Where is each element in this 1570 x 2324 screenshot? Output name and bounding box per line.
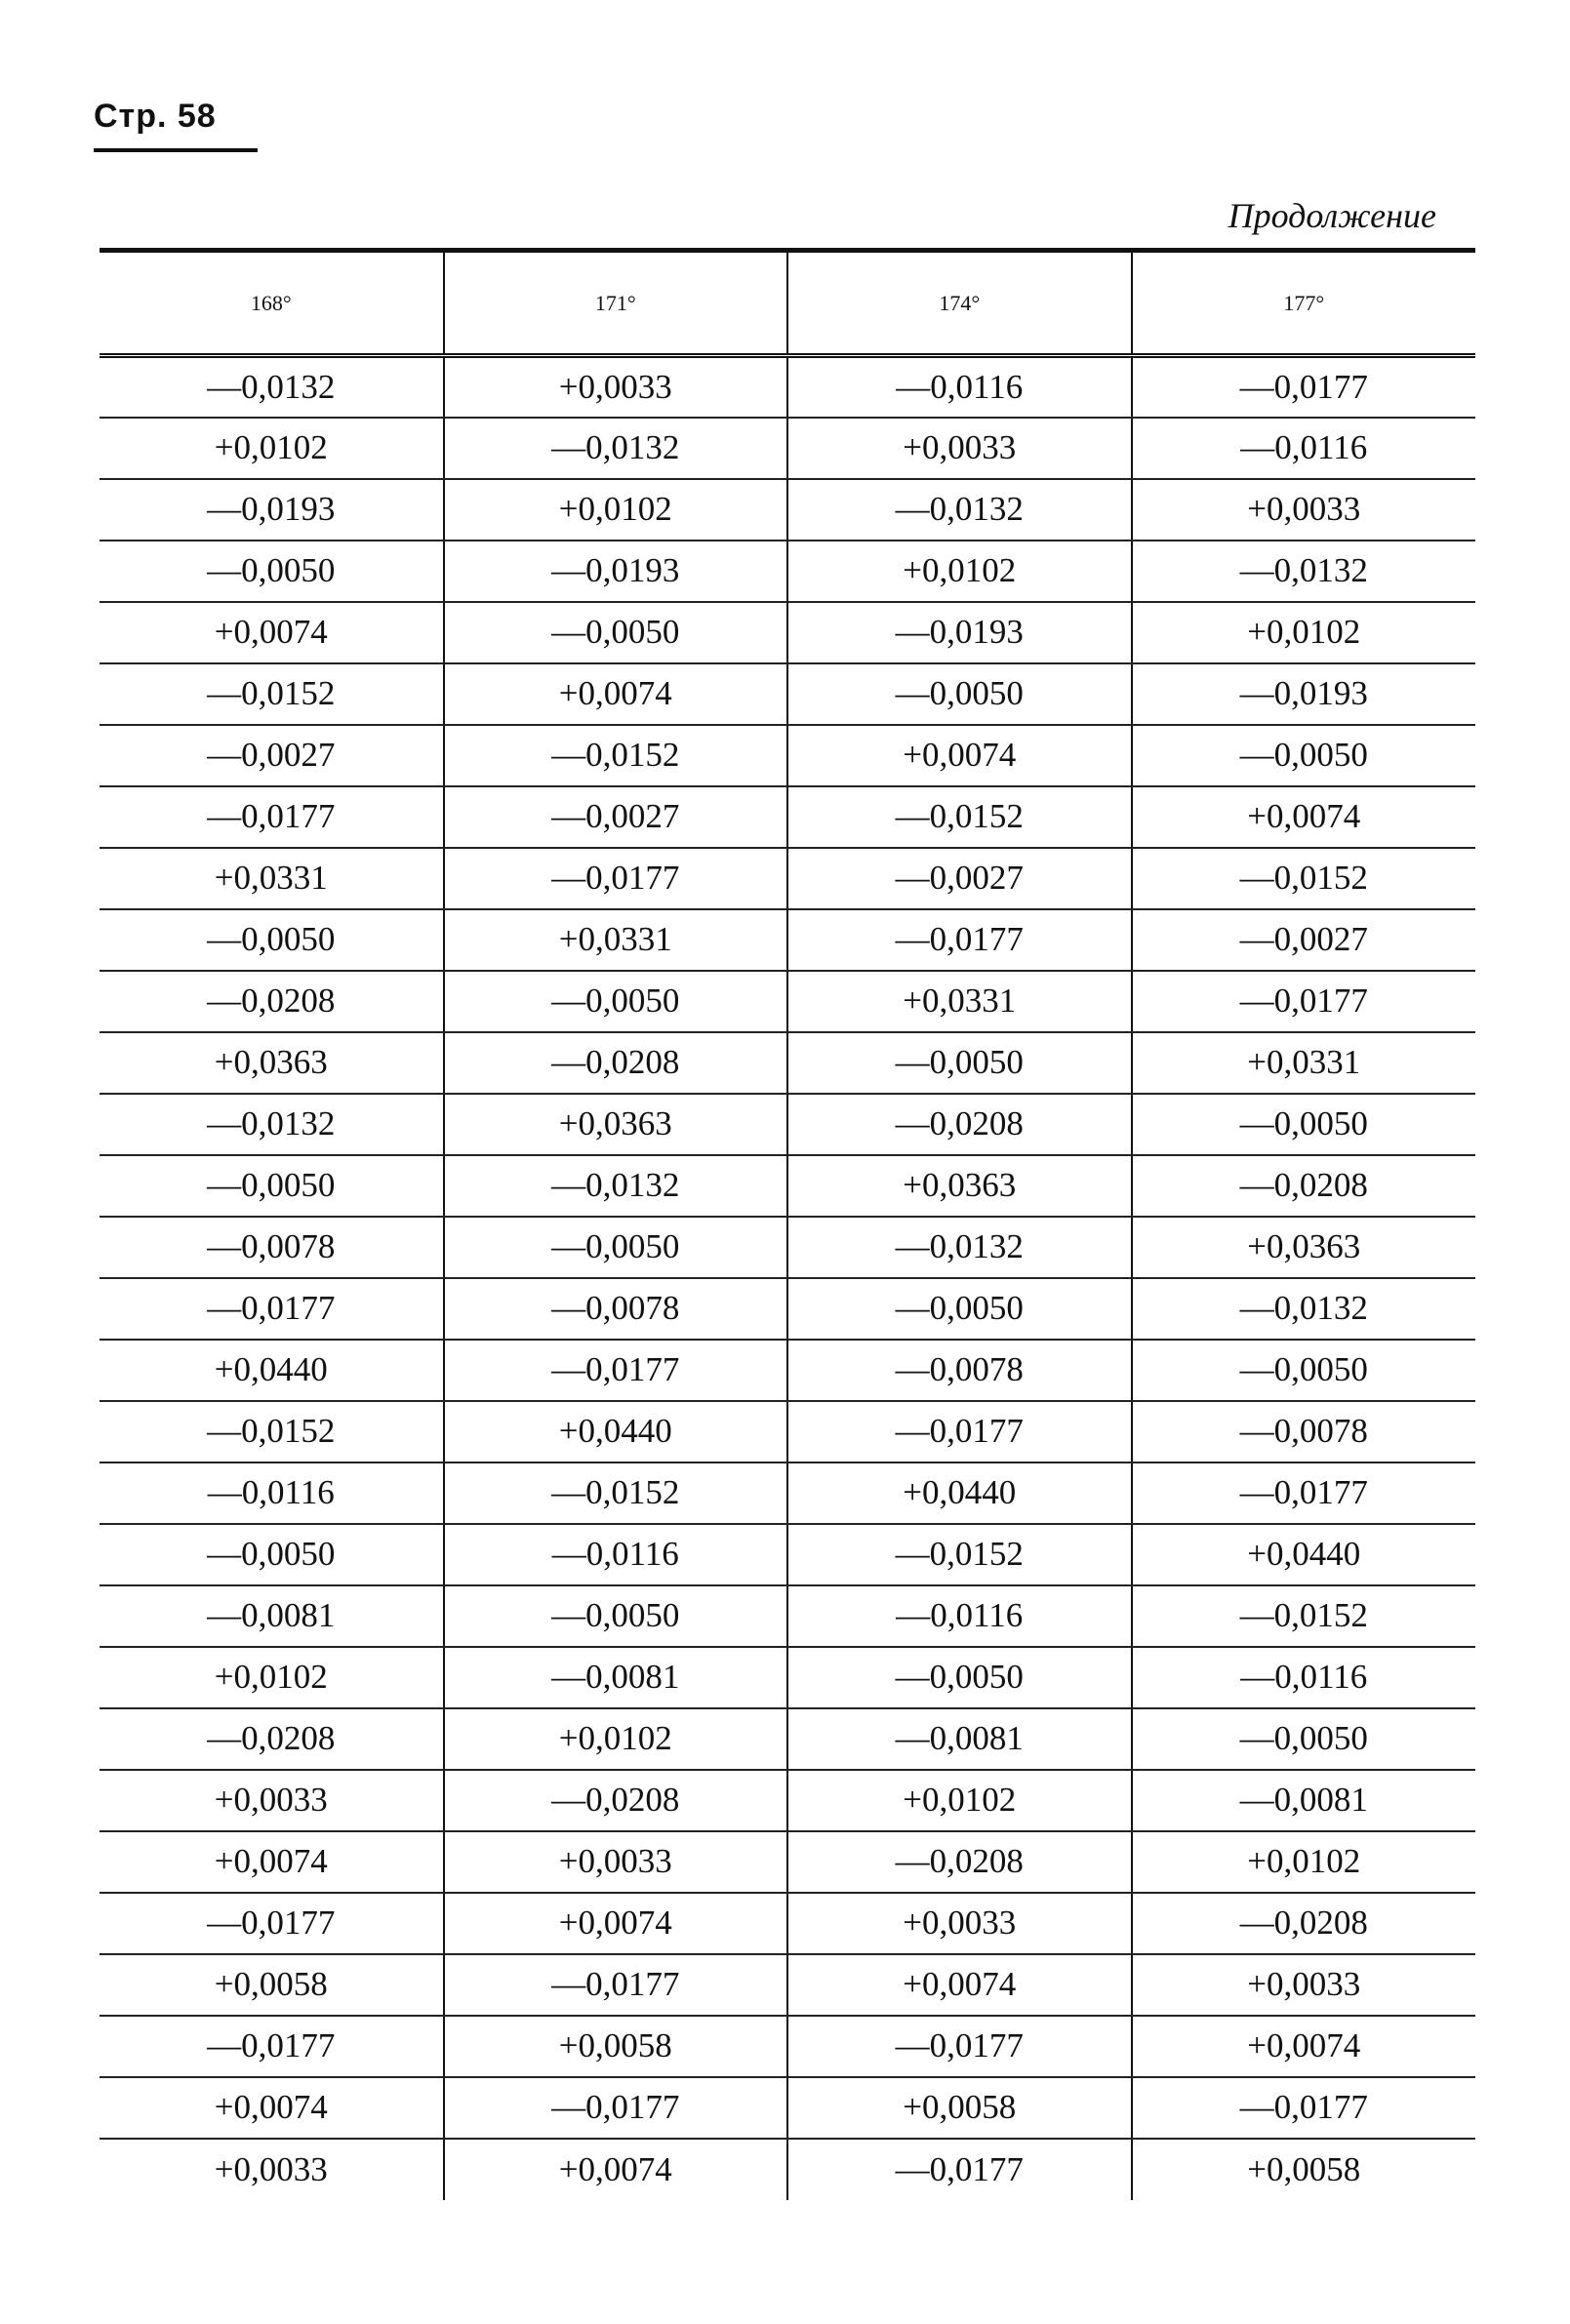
table-cell: —0,0132	[100, 1094, 444, 1155]
table-cell: —0,0081	[444, 1647, 788, 1708]
table-cell: +0,0331	[444, 909, 788, 971]
data-table-container	[100, 248, 1475, 2200]
table-row	[100, 1893, 1475, 1954]
table-row	[100, 1401, 1475, 1463]
table-cell: —0,0152	[100, 1401, 444, 1463]
table-row	[100, 479, 1475, 541]
table-cell: —0,0208	[787, 1094, 1132, 1155]
table-cell: +0,0058	[100, 1954, 444, 2016]
table-row	[100, 725, 1475, 786]
table-cell: +0,0331	[1132, 1032, 1476, 1094]
table-row	[100, 2016, 1475, 2077]
table-cell: +0,0331	[787, 971, 1132, 1032]
table-cell: +0,0033	[787, 418, 1132, 479]
table-cell: —0,0193	[787, 602, 1132, 663]
table-cell: —0,0177	[787, 1401, 1132, 1463]
table-cell: —0,0081	[1132, 1770, 1476, 1831]
table-cell: —0,0193	[100, 479, 444, 541]
table-row	[100, 1032, 1475, 1094]
table-cell: —0,0050	[444, 1217, 788, 1278]
table-cell: +0,0058	[444, 2016, 788, 2077]
table-body	[100, 356, 1475, 2200]
table-cell: —0,0081	[787, 1708, 1132, 1770]
table-cell: —0,0132	[444, 418, 788, 479]
table-cell: +0,0058	[787, 2077, 1132, 2139]
table-cell: —0,0116	[100, 1463, 444, 1524]
table-cell: —0,0193	[1132, 663, 1476, 725]
table-cell: +0,0102	[787, 1770, 1132, 1831]
table-cell: +0,0074	[100, 2077, 444, 2139]
table-cell: —0,0050	[444, 602, 788, 663]
table-cell: +0,0440	[100, 1340, 444, 1401]
table-cell: +0,0074	[100, 1831, 444, 1893]
table-cell: +0,0102	[100, 1647, 444, 1708]
table-cell: —0,0027	[787, 848, 1132, 909]
table-cell: +0,0440	[444, 1401, 788, 1463]
table-row	[100, 1217, 1475, 1278]
table-row	[100, 2139, 1475, 2200]
table-cell: —0,0152	[1132, 1585, 1476, 1647]
table-cell: —0,0050	[787, 1647, 1132, 1708]
column-header-168: 168°	[100, 251, 444, 356]
table-cell: —0,0152	[100, 663, 444, 725]
table-cell: +0,0363	[444, 1094, 788, 1155]
table-cell: —0,0050	[1132, 1340, 1476, 1401]
table-cell: +0,0033	[1132, 1954, 1476, 2016]
table-row	[100, 356, 1475, 418]
table-row	[100, 909, 1475, 971]
table-cell: —0,0152	[787, 1524, 1132, 1585]
table-cell: —0,0078	[100, 1217, 444, 1278]
table-row	[100, 1770, 1475, 1831]
table-cell: —0,0116	[1132, 418, 1476, 479]
table-cell: —0,0078	[444, 1278, 788, 1340]
table-cell: +0,0074	[1132, 786, 1476, 848]
table-row	[100, 1278, 1475, 1340]
table-cell: —0,0177	[787, 909, 1132, 971]
table-cell: —0,0050	[787, 1032, 1132, 1094]
table-cell: —0,0152	[1132, 848, 1476, 909]
table-cell: —0,0050	[444, 971, 788, 1032]
table-cell: +0,0033	[787, 1893, 1132, 1954]
table-cell: —0,0132	[444, 1155, 788, 1217]
table-cell: —0,0208	[1132, 1893, 1476, 1954]
table-cell: —0,0177	[444, 1340, 788, 1401]
table-cell: +0,0102	[787, 541, 1132, 602]
table-cell: +0,0074	[1132, 2016, 1476, 2077]
table-row	[100, 1524, 1475, 1585]
table-cell: —0,0208	[444, 1032, 788, 1094]
page-number-underline	[94, 148, 258, 152]
table-row	[100, 1340, 1475, 1401]
data-table	[100, 248, 1475, 2200]
table-cell: —0,0050	[787, 1278, 1132, 1340]
table-cell: +0,0033	[100, 1770, 444, 1831]
table-cell: —0,0050	[1132, 1094, 1476, 1155]
table-cell: —0,0078	[1132, 1401, 1476, 1463]
table-cell: —0,0177	[1132, 2077, 1476, 2139]
table-row	[100, 971, 1475, 1032]
table-cell: —0,0177	[100, 786, 444, 848]
table-cell: +0,0102	[444, 1708, 788, 1770]
table-cell: —0,0116	[787, 356, 1132, 418]
table-cell: —0,0078	[787, 1340, 1132, 1401]
table-cell: —0,0050	[1132, 1708, 1476, 1770]
table-cell: —0,0152	[444, 1463, 788, 1524]
table-row	[100, 541, 1475, 602]
table-cell: —0,0050	[100, 909, 444, 971]
table-row	[100, 786, 1475, 848]
table-cell: —0,0050	[100, 541, 444, 602]
continuation-label: Продолжение	[1228, 196, 1436, 235]
table-cell: +0,0058	[1132, 2139, 1476, 2200]
table-row	[100, 1463, 1475, 1524]
table-cell: —0,0050	[787, 663, 1132, 725]
table-cell: —0,0208	[100, 1708, 444, 1770]
table-cell: +0,0074	[787, 725, 1132, 786]
table-cell: —0,0027	[444, 786, 788, 848]
table-cell: +0,0033	[1132, 479, 1476, 541]
table-row	[100, 1708, 1475, 1770]
table-cell: —0,0116	[1132, 1647, 1476, 1708]
table-cell: +0,0331	[100, 848, 444, 909]
table-cell: —0,0152	[444, 725, 788, 786]
table-cell: +0,0033	[444, 356, 788, 418]
table-row	[100, 848, 1475, 909]
table-row	[100, 1954, 1475, 2016]
table-row	[100, 1155, 1475, 1217]
table-cell: +0,0102	[1132, 1831, 1476, 1893]
table-cell: —0,0132	[787, 479, 1132, 541]
table-cell: +0,0074	[787, 1954, 1132, 2016]
table-cell: —0,0177	[444, 2077, 788, 2139]
table-row	[100, 1831, 1475, 1893]
table-cell: —0,0116	[444, 1524, 788, 1585]
table-cell: +0,0102	[100, 418, 444, 479]
table-row	[100, 1094, 1475, 1155]
table-cell: —0,0132	[787, 1217, 1132, 1278]
table-cell: —0,0208	[1132, 1155, 1476, 1217]
column-header-171: 171°	[444, 251, 788, 356]
table-cell: —0,0177	[787, 2016, 1132, 2077]
table-cell: —0,0177	[444, 1954, 788, 2016]
table-cell: +0,0363	[100, 1032, 444, 1094]
table-row	[100, 602, 1475, 663]
header-row	[100, 251, 1475, 356]
table-cell: —0,0193	[444, 541, 788, 602]
table-cell: +0,0074	[100, 602, 444, 663]
table-cell: —0,0050	[100, 1524, 444, 1585]
column-header-174: 174°	[787, 251, 1132, 356]
table-cell: —0,0177	[787, 2139, 1132, 2200]
table-header	[100, 251, 1475, 356]
table-cell: +0,0363	[787, 1155, 1132, 1217]
table-cell: +0,0074	[444, 1893, 788, 1954]
table-cell: —0,0050	[1132, 725, 1476, 786]
column-header-177: 177°	[1132, 251, 1476, 356]
table-cell: —0,0177	[100, 1893, 444, 1954]
table-cell: +0,0440	[787, 1463, 1132, 1524]
table-cell: —0,0208	[787, 1831, 1132, 1893]
table-row	[100, 663, 1475, 725]
table-cell: —0,0208	[100, 971, 444, 1032]
table-cell: —0,0050	[100, 1155, 444, 1217]
table-cell: —0,0208	[444, 1770, 788, 1831]
table-cell: —0,0027	[1132, 909, 1476, 971]
table-cell: +0,0033	[214, 2149, 328, 2188]
table-cell: —0,0177	[1132, 1463, 1476, 1524]
table-cell: +0,0033	[444, 1831, 788, 1893]
table-cell: +0,0363	[1132, 1217, 1476, 1278]
table-cell: —0,0116	[787, 1585, 1132, 1647]
table-cell: —0,0050	[444, 1585, 788, 1647]
table-cell: +0,0102	[1132, 602, 1476, 663]
table-cell: +0,0074	[444, 2139, 788, 2200]
table-cell: —0,0177	[1132, 971, 1476, 1032]
table-cell: +0,0102	[444, 479, 788, 541]
table-row	[100, 2077, 1475, 2139]
table-cell: —0,0132	[1132, 1278, 1476, 1340]
table-cell: —0,0177	[444, 848, 788, 909]
table-cell: —0,0132	[100, 356, 444, 418]
table-cell: +0,0440	[1132, 1524, 1476, 1585]
table-cell: —0,0177	[100, 1278, 444, 1340]
page-number: Стр. 58	[94, 98, 217, 135]
table-cell: —0,0132	[1132, 541, 1476, 602]
table-cell: —0,0081	[100, 1585, 444, 1647]
table-cell: —0,0177	[100, 2016, 444, 2077]
table-row	[100, 418, 1475, 479]
table-cell: —0,0027	[100, 725, 444, 786]
table-cell: +0,0074	[444, 663, 788, 725]
table-cell: —0,0177	[1132, 356, 1476, 418]
table-row	[100, 1585, 1475, 1647]
table-cell: —0,0152	[787, 786, 1132, 848]
table-row	[100, 1647, 1475, 1708]
